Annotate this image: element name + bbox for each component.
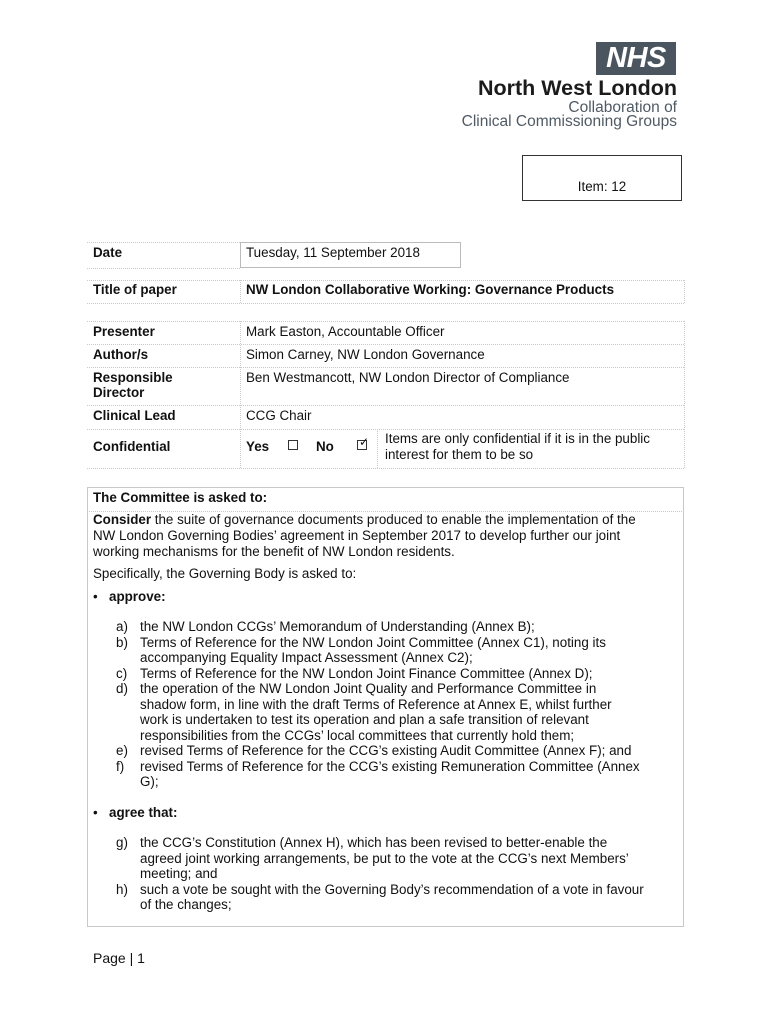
responsible-label: Responsible — [93, 370, 173, 385]
divider — [684, 280, 685, 303]
yes-checkbox[interactable] — [288, 440, 298, 450]
divider — [87, 242, 240, 243]
list-item-text: revised Terms of Reference for the CCG’s existing Audit Committee (Annex F); and — [140, 743, 632, 758]
responsible-value: Ben Westmancott, NW London Director of Compliance — [246, 370, 570, 385]
list-item-text: of the changes; — [140, 897, 232, 912]
approve-label: approve: — [109, 589, 166, 604]
list-item-text: meeting; and — [140, 866, 218, 881]
list-item-text: the operation of the NW London Joint Quality and Performance Committee in — [140, 681, 597, 696]
committee-heading: The Committee is asked to: — [93, 490, 268, 505]
list-item-text: G); — [140, 774, 159, 789]
list-item-text: Terms of Reference for the NW London Joint Committee (Annex C1), noting its — [140, 634, 606, 650]
divider — [87, 344, 684, 345]
title-label: Title of paper — [93, 282, 177, 297]
list-item — [116, 681, 682, 743]
list-item-marker: d) — [116, 681, 128, 696]
divider — [87, 321, 684, 322]
item-number: Item: 12 — [577, 179, 627, 194]
divider — [377, 429, 378, 468]
list-item — [116, 666, 682, 682]
list-item-text: revised Terms of Reference for the CCG’s existing Remuneration Committee (Annex — [140, 758, 640, 774]
consider-paragraph — [93, 512, 679, 560]
approve-bullet — [93, 589, 166, 604]
specifically-text: Specifically, the Governing Body is asked to: — [93, 566, 357, 581]
list-item-text: agreed joint working arrangements, be put to the vote at the CCG’s next Members’ — [140, 850, 629, 866]
org-subtitle-1: Collaboration of — [568, 99, 677, 116]
divider — [87, 367, 684, 368]
org-name: North West London — [477, 76, 677, 100]
list-item-marker: g) — [116, 835, 128, 850]
checkmark-icon: ✓ — [359, 435, 370, 449]
list-item-text: the CCG’s Constitution (Annex H), which has been revised to better-enable the — [140, 835, 608, 850]
divider — [87, 429, 684, 430]
agree-label: agree that: — [109, 805, 178, 820]
presenter-value: Mark Easton, Accountable Officer — [246, 324, 445, 339]
divider — [240, 280, 241, 303]
confidential-label: Confidential — [93, 439, 171, 454]
list-item-marker: b) — [116, 634, 128, 650]
list-item — [116, 835, 682, 882]
divider — [87, 468, 684, 469]
nhs-logo: NHS — [596, 42, 676, 75]
clinical-lead-value: CCG Chair — [246, 408, 312, 423]
title-value: NW London Collaborative Working: Governance Products — [246, 282, 615, 297]
list-item — [116, 759, 682, 790]
list-item-marker: a) — [116, 619, 128, 634]
list-item-text: work is undertaken to test its operation and plan a safe transition of relevant — [140, 712, 589, 727]
no-checkbox[interactable] — [357, 435, 370, 450]
divider — [87, 303, 684, 304]
list-item-text: responsibilities from the CCGs’ local committees that currently hold them; — [140, 727, 575, 743]
consider-bold: Consider — [93, 512, 152, 527]
presenter-label: Presenter — [93, 324, 155, 339]
list-item-text: such a vote be sought with the Governing Body’s recommendation of a vote in favour — [140, 881, 644, 897]
consider-line-3: working mechanisms for the benefit of NW London residents. — [93, 544, 455, 559]
list-item-marker: f) — [116, 758, 125, 774]
item-number-box — [522, 155, 682, 201]
responsible-label-2: Director — [93, 385, 145, 400]
divider — [87, 268, 240, 269]
divider — [684, 321, 685, 468]
consider-line-1: the suite of governance documents produced to enable the implementation of the — [151, 512, 636, 527]
clinical-lead-label: Clinical Lead — [93, 408, 176, 423]
date-label: Date — [93, 245, 123, 260]
authors-label: Author/s — [93, 347, 149, 362]
consider-line-2: NW London Governing Bodies’ agreement in September 2017 to develop further our joint — [93, 528, 621, 543]
confidential-note: Items are only confidential if it is in the public — [385, 431, 650, 446]
list-item — [116, 743, 682, 759]
divider — [240, 321, 241, 468]
authors-value: Simon Carney, NW London Governance — [246, 347, 485, 362]
list-item-marker: c) — [116, 665, 128, 681]
list-item — [116, 882, 682, 913]
divider — [87, 405, 684, 406]
list-item-text: the NW London CCGs’ Memorandum of Understanding (Annex B); — [140, 619, 535, 634]
list-item-text: accompanying Equality Impact Assessment (Annex C2); — [140, 650, 473, 665]
agree-bullet — [93, 805, 177, 820]
page-number: Page | 1 — [93, 950, 145, 966]
yes-label: Yes — [246, 439, 270, 454]
no-label: No — [316, 439, 334, 454]
list-item-marker: h) — [116, 881, 128, 897]
list-item — [116, 619, 682, 635]
divider — [87, 280, 684, 281]
list-item-text: shadow form, in line with the draft Terms of Reference at Annex E, whilst further — [140, 696, 612, 712]
list-item-marker: e) — [116, 743, 128, 758]
list-item — [116, 635, 682, 666]
date-value: Tuesday, 11 September 2018 — [246, 245, 420, 260]
confidential-note-2: interest for them to be so — [385, 447, 534, 462]
org-subtitle-2: Clinical Commissioning Groups — [461, 113, 677, 130]
list-item-text: Terms of Reference for the NW London Joint Finance Committee (Annex D); — [140, 665, 593, 681]
